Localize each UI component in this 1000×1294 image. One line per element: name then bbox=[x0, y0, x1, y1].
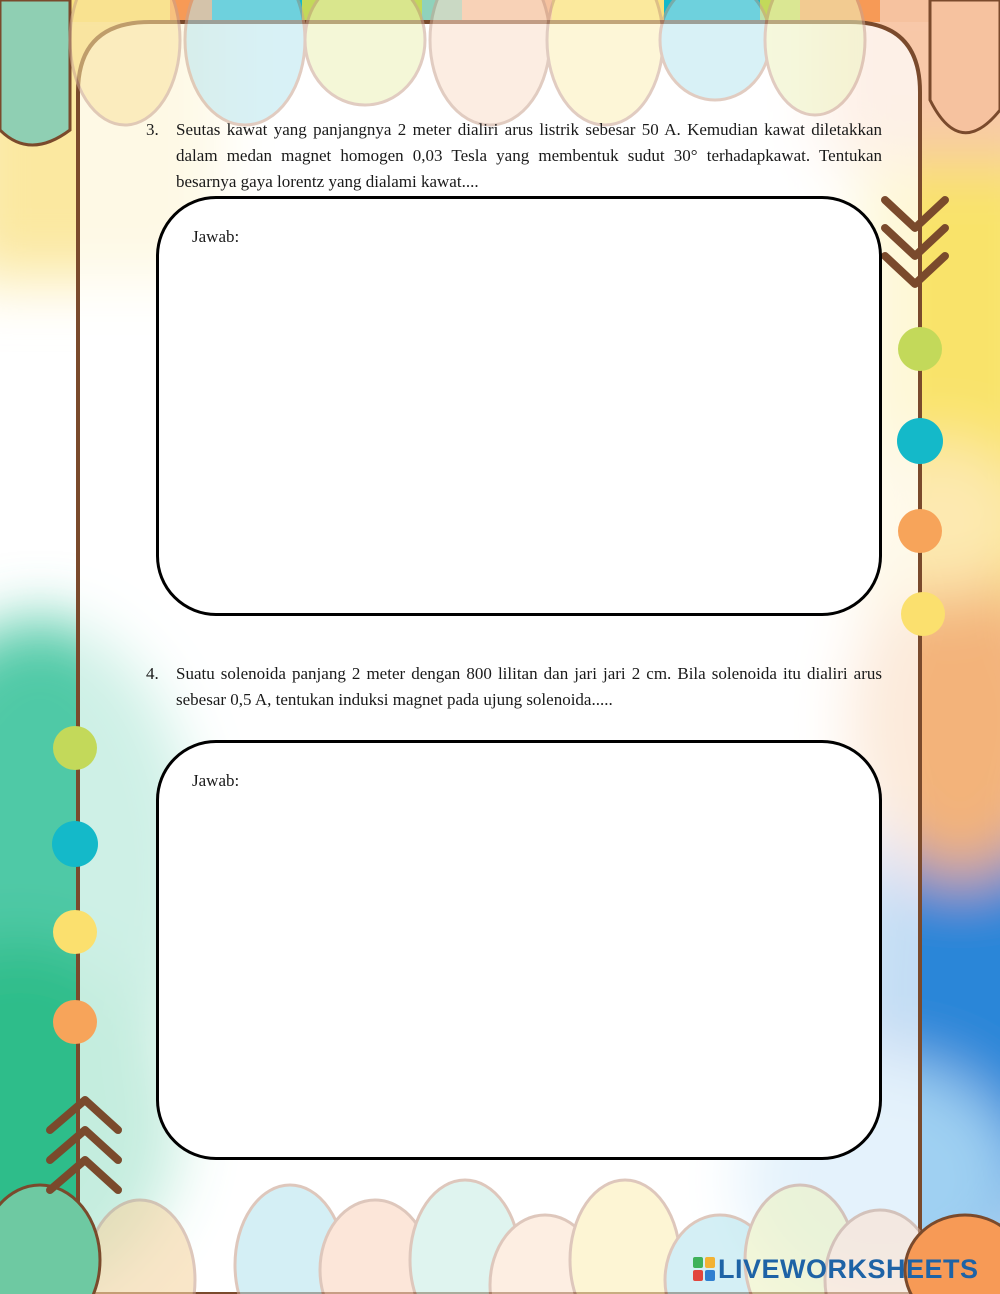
question-text: Seutas kawat yang panjangnya 2 meter dialiri arus listrik sebesar 50 A. Kemudian kawat diletakkan dalam medan magnet homogen 0,03 Tesla yang membentuk sudut 30° terhadapkawat. Tentukan besarnya gaya lorentz yang dialami kawat.... bbox=[176, 120, 882, 191]
answer-field-4[interactable] bbox=[189, 803, 849, 1117]
question-4 bbox=[146, 661, 882, 713]
answer-label: Jawab: bbox=[192, 227, 240, 246]
answer-label: Jawab: bbox=[192, 771, 240, 790]
liveworksheets-logo-icon bbox=[693, 1256, 715, 1282]
brand-name: LIVEWORKSHEETS bbox=[718, 1253, 979, 1284]
question-number: 4. bbox=[146, 664, 159, 683]
question-text: Suatu solenoida panjang 2 meter dengan 800 lilitan dan jari jari 2 cm. Bila solenoida itu dialiri arus sebesar 0,5 A, tentukan induksi magnet pada ujung solenoida..... bbox=[176, 664, 882, 709]
answer-box-4[interactable] bbox=[156, 740, 882, 1160]
answer-field-3[interactable] bbox=[189, 259, 849, 573]
answer-box-3[interactable] bbox=[156, 196, 882, 616]
question-3 bbox=[146, 117, 882, 195]
question-number: 3. bbox=[146, 120, 159, 139]
liveworksheets-brand[interactable] bbox=[693, 1254, 979, 1284]
